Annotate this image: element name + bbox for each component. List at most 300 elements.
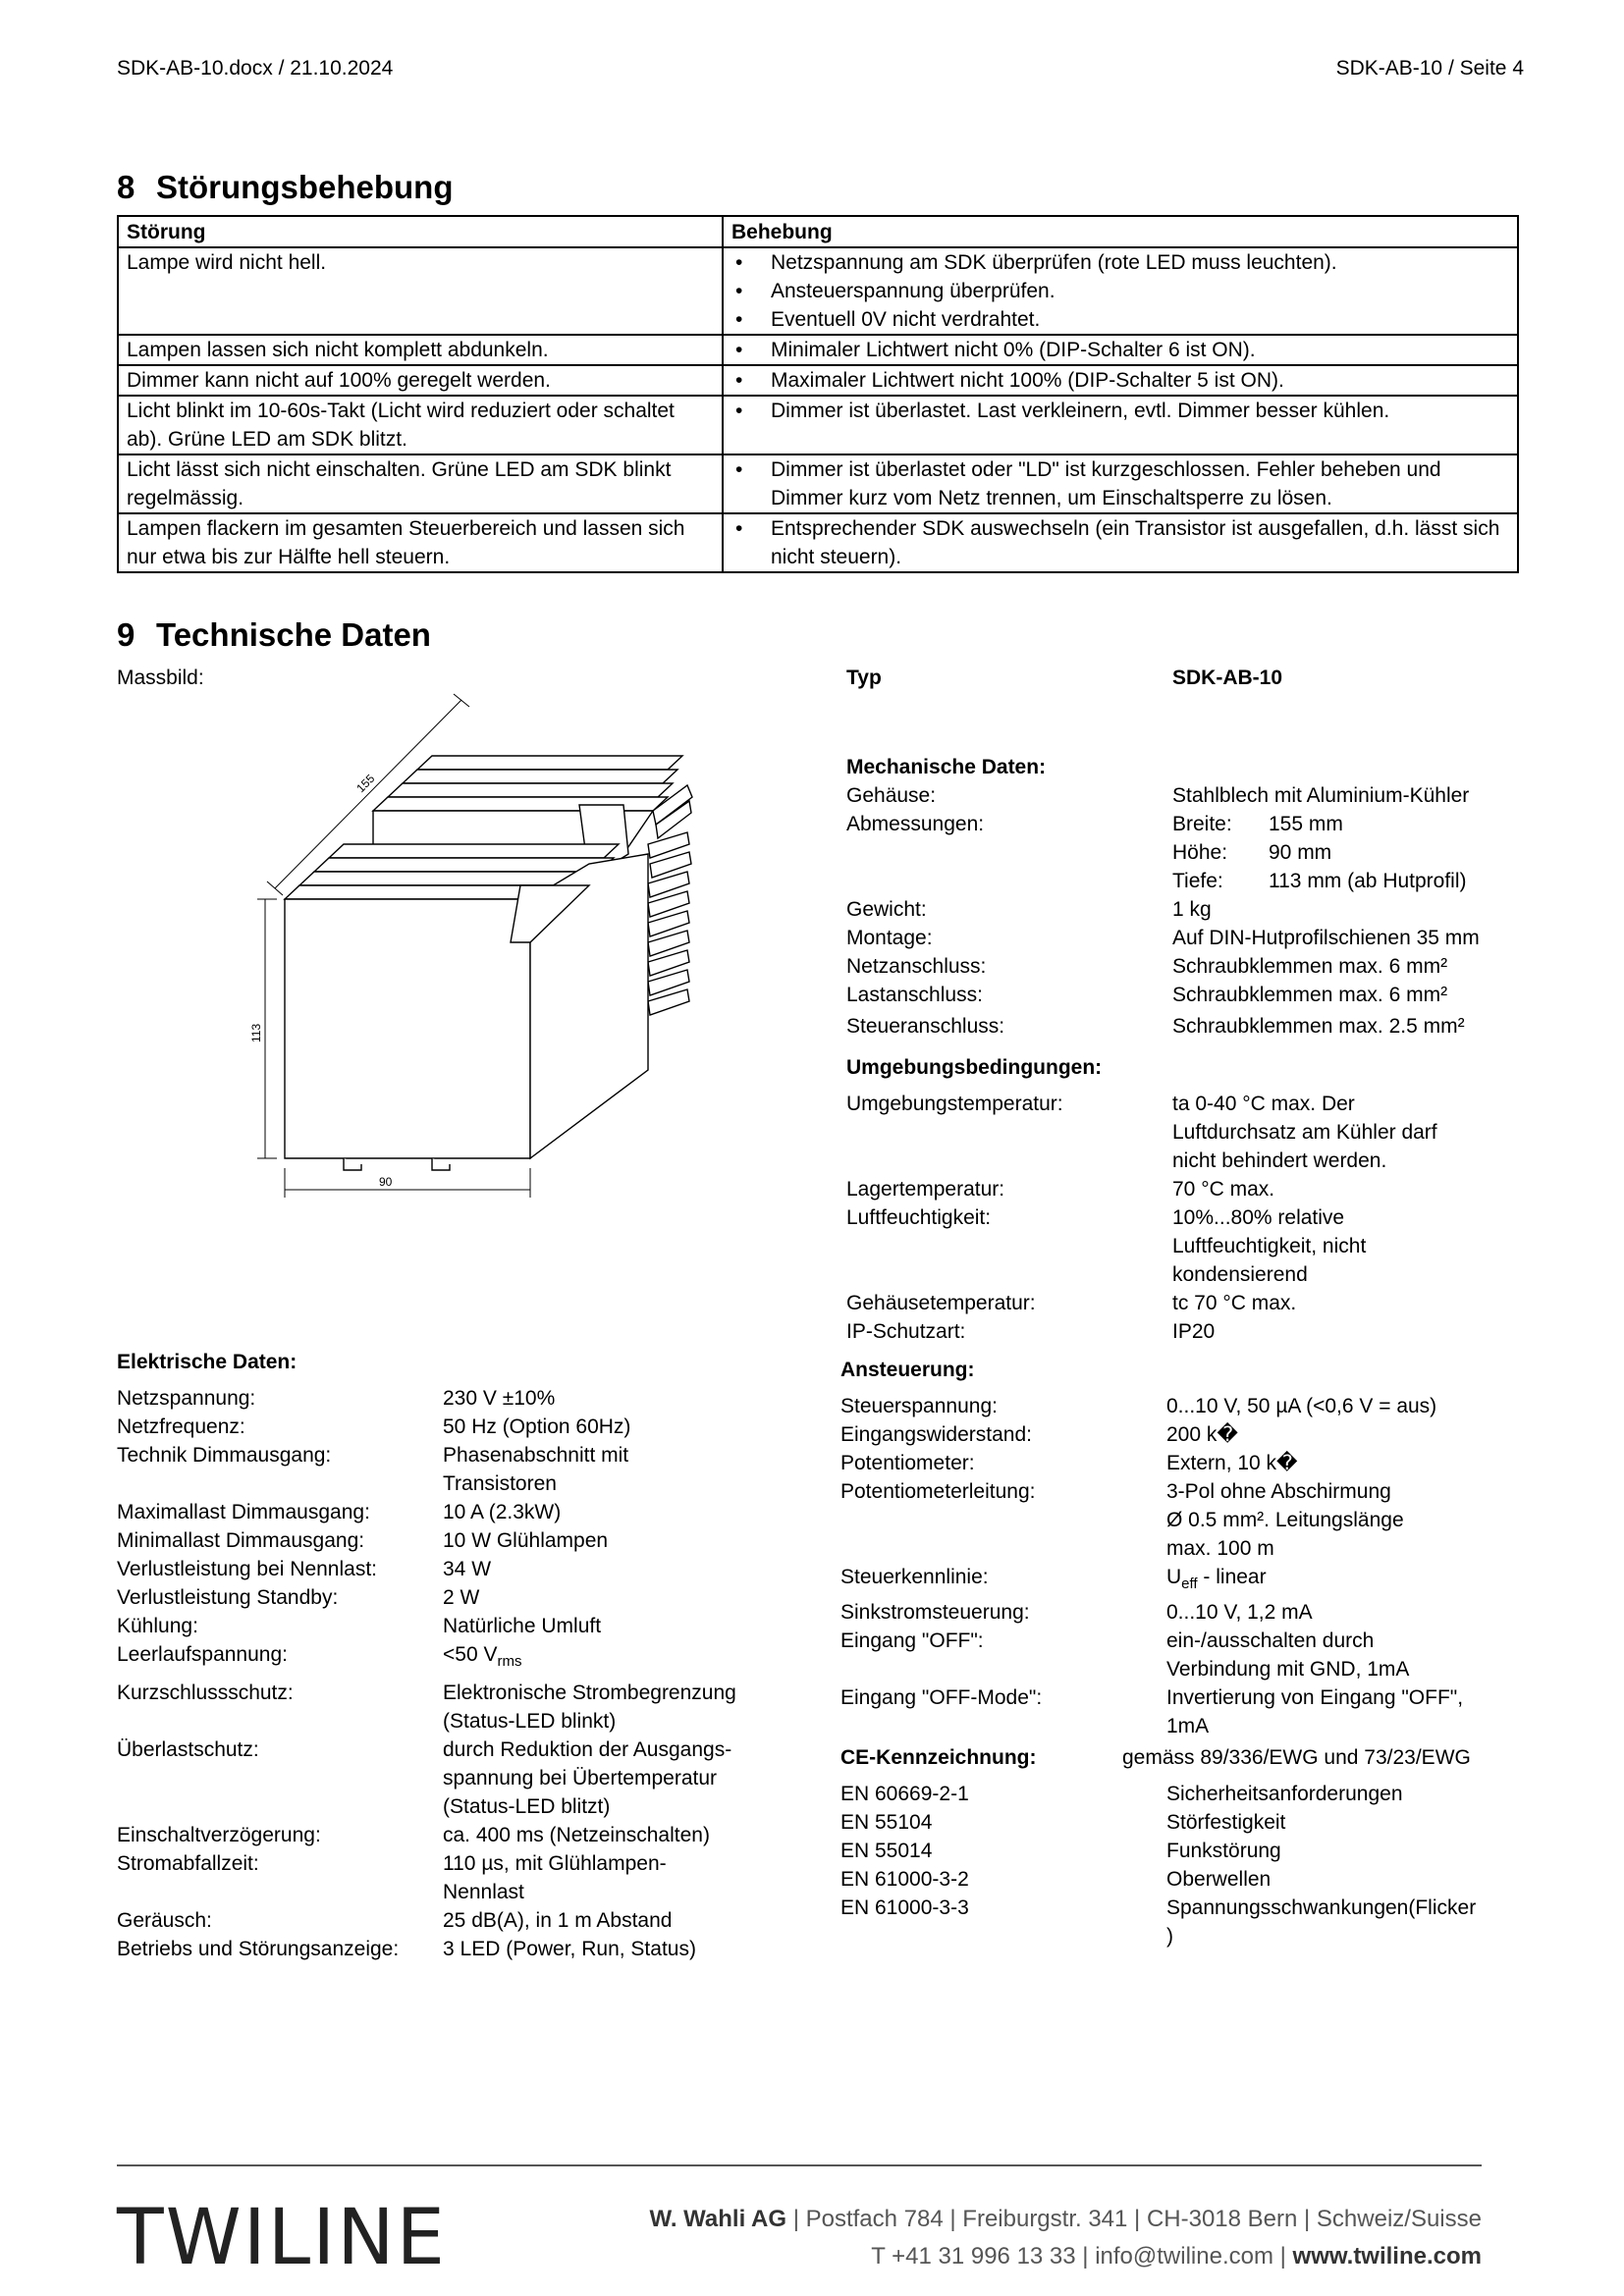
spec-key: Kurzschlussschutz: xyxy=(117,1682,294,1705)
value-text: Ø 0.5 mm². Leitungslänge xyxy=(1166,1509,1404,1531)
spec-row xyxy=(846,1203,1514,1289)
value-text: Auf DIN-Hutprofilschienen 35 mm xyxy=(1172,927,1480,949)
spec-row xyxy=(840,1420,1528,1449)
spec-value-line xyxy=(1166,1922,1528,1950)
spec-key: Gehäusetemperatur: xyxy=(846,1292,1036,1314)
spec-value xyxy=(1172,1012,1534,1041)
fix-item: • Dimmer ist überlastet. Last verkleinern, evtl. Dimmer besser kühlen. xyxy=(731,397,1509,425)
value-text: Elektronische Strombegrenzung xyxy=(443,1682,736,1705)
value-text: 50 Hz (Option 60Hz) xyxy=(443,1415,631,1438)
fix-list xyxy=(731,248,1509,334)
ce-value: gemäss 89/336/EWG und 73/23/EWG xyxy=(1122,1746,1471,1769)
value-text: Schraubklemmen max. 6 mm² xyxy=(1172,984,1448,1006)
spec-value xyxy=(1269,867,1516,895)
section-number: 8 xyxy=(117,169,135,205)
spec-row xyxy=(117,1935,804,1963)
spec-value-line xyxy=(1269,810,1516,838)
spec-value xyxy=(443,1413,804,1441)
fix-item: • Eventuell 0V nicht verdrahtet. xyxy=(731,305,1509,334)
spec-value xyxy=(443,1640,804,1676)
troubleshooting-table xyxy=(117,215,1519,573)
spec-row xyxy=(840,1837,1528,1865)
spec-value-line xyxy=(443,1764,804,1792)
value-text: 2 W xyxy=(443,1586,480,1609)
value-text: 110 µs, mit Glühlampen- xyxy=(443,1852,667,1876)
spec-value xyxy=(443,1526,804,1555)
table-row xyxy=(118,335,1518,365)
fix-cell xyxy=(723,454,1518,513)
spec-row xyxy=(117,1583,804,1612)
spec-value-line xyxy=(443,1640,804,1676)
value-text: 34 W xyxy=(443,1558,492,1580)
value-text: 70 °C max. xyxy=(1172,1178,1275,1201)
section-8-heading xyxy=(117,168,453,207)
spec-row xyxy=(840,1627,1528,1683)
value-text: 155 mm xyxy=(1269,813,1343,835)
spec-row xyxy=(846,1317,1514,1346)
spec-value xyxy=(1166,1563,1528,1598)
ce-list xyxy=(840,1780,1528,1950)
spec-value-line xyxy=(443,1612,804,1640)
ctrl-list xyxy=(840,1392,1528,1740)
spec-value-line xyxy=(443,1413,804,1441)
spec-value-line xyxy=(1172,1118,1514,1147)
ce-heading: CE-Kennzeichnung: xyxy=(840,1746,1037,1769)
spec-value-line xyxy=(443,1526,804,1555)
spec-key: Netzspannung: xyxy=(117,1387,256,1410)
spec-value-line xyxy=(1166,1655,1528,1683)
spec-value xyxy=(1269,810,1516,838)
value-text: (Status-LED blinkt) xyxy=(443,1710,617,1734)
spec-value-line xyxy=(443,1384,804,1413)
spec-value-line xyxy=(1166,1420,1528,1449)
fix-item: • Entsprechender SDK auswechseln (ein Transistor ist ausgefallen, d.h. lässt sich nicht steuern). xyxy=(731,514,1509,571)
spec-row xyxy=(840,1449,1528,1477)
value-text: 10 W Glühlampen xyxy=(443,1529,609,1552)
value-text: Verbindung mit GND, 1mA xyxy=(1166,1658,1410,1682)
contact-text: T +41 31 996 13 33 | info@twiline.com | xyxy=(871,2243,1293,2269)
massbild-label: Massbild: xyxy=(117,667,204,689)
value-text: Luftfeuchtigkeit, nicht xyxy=(1172,1235,1367,1257)
value-text: Extern, 10 k� xyxy=(1166,1452,1298,1474)
spec-row xyxy=(117,1679,804,1735)
table-row xyxy=(118,396,1518,454)
value-text: Natürliche Umluft xyxy=(443,1615,602,1637)
spec-value xyxy=(443,1612,804,1640)
spec-value xyxy=(1166,1780,1528,1808)
spec-row xyxy=(840,1894,1528,1950)
value-text: IP20 xyxy=(1172,1320,1216,1343)
fault-cell: Dimmer kann nicht auf 100% geregelt werden. xyxy=(118,365,723,396)
fix-cell xyxy=(723,247,1518,335)
value-text: Invertierung von Eingang "OFF", xyxy=(1166,1686,1464,1710)
fix-cell xyxy=(723,365,1518,396)
spec-value-line xyxy=(443,1878,804,1906)
fault-cell: Lampen lassen sich nicht komplett abdunkeln. xyxy=(118,335,723,365)
spec-row xyxy=(840,1477,1528,1563)
spec-row xyxy=(117,1526,804,1555)
doc-header-right: SDK-AB-10 / Seite 4 xyxy=(1335,57,1524,80)
company-name: W. Wahli AG xyxy=(649,2206,787,2232)
value-subscript: rms xyxy=(497,1653,522,1671)
spec-row xyxy=(846,1175,1514,1203)
website-link[interactable]: www.twiline.com xyxy=(1292,2243,1482,2269)
spec-key: Potentiometerleitung: xyxy=(840,1480,1036,1503)
value-text: ca. 400 ms (Netzeinschalten) xyxy=(443,1824,710,1847)
mech-heading: Mechanische Daten: xyxy=(846,756,1047,778)
value-text: 0...10 V, 1,2 mA xyxy=(1166,1601,1313,1625)
spec-value-line xyxy=(443,1583,804,1612)
spec-value xyxy=(443,1498,804,1526)
spec-row xyxy=(840,1563,1528,1598)
spec-value-line xyxy=(1172,1317,1514,1346)
fault-cell: Lampe wird nicht hell. xyxy=(118,247,723,335)
spec-row xyxy=(117,1441,804,1498)
elec-list xyxy=(117,1384,804,1963)
spec-value-line xyxy=(1166,1449,1528,1477)
spec-key: EN 55104 xyxy=(840,1811,933,1834)
dim-height: 113 xyxy=(249,1023,263,1042)
fix-item: • Maximaler Lichtwert nicht 100% (DIP-Schalter 5 ist ON). xyxy=(731,366,1509,395)
spec-key: Überlastschutz: xyxy=(117,1738,259,1762)
spec-value xyxy=(1166,1865,1528,1894)
gehaeuse-value: Stahlblech mit Aluminium-Kühler xyxy=(1172,784,1470,807)
fix-item: • Dimmer ist überlastet oder "LD" ist kurzgeschlossen. Fehler beheben und Dimmer kurz vom Netz trennen, um Einschaltsperre zu lösen. xyxy=(731,455,1509,512)
spec-key: Lastanschluss: xyxy=(846,984,983,1006)
spec-value-line xyxy=(1166,1392,1528,1420)
spec-value-line xyxy=(1172,1203,1514,1232)
spec-value xyxy=(1166,1477,1528,1563)
section-title: Technische Daten xyxy=(156,616,431,653)
spec-value-line xyxy=(1166,1683,1528,1712)
address-text: | Postfach 784 | Freiburgstr. 341 | CH-3018 Bern | Schweiz/Suisse xyxy=(786,2206,1482,2232)
footer-rule xyxy=(117,2164,1482,2166)
spec-key: Verlustleistung bei Nennlast: xyxy=(117,1558,377,1580)
spec-value xyxy=(1172,1175,1514,1203)
ctrl-heading: Ansteuerung: xyxy=(840,1359,975,1381)
spec-value xyxy=(1172,1317,1514,1346)
spec-value xyxy=(1172,924,1534,952)
fix-cell xyxy=(723,513,1518,572)
spec-value-line xyxy=(443,1792,804,1821)
fault-cell: Licht blinkt im 10-60s-Takt (Licht wird reduziert oder schaltet ab). Grüne LED am SDK blitzt. xyxy=(118,396,723,454)
spec-row xyxy=(846,952,1534,981)
value-text: 3 LED (Power, Run, Status) xyxy=(443,1938,696,1961)
spec-value-line xyxy=(443,1707,804,1735)
spec-row xyxy=(117,1735,804,1821)
spec-value-line xyxy=(1166,1865,1528,1894)
spec-row xyxy=(846,981,1534,1009)
spec-value xyxy=(1166,1449,1528,1477)
table-row xyxy=(118,454,1518,513)
spec-row xyxy=(117,1384,804,1413)
spec-value xyxy=(443,1906,804,1935)
spec-value-line xyxy=(1172,1232,1514,1260)
fault-cell: Licht lässt sich nicht einschalten. Grüne LED am SDK blinkt regelmässig. xyxy=(118,454,723,513)
spec-value-line xyxy=(1172,1012,1534,1041)
value-text: ta 0-40 °C max. Der xyxy=(1172,1093,1355,1115)
value-text: Schraubklemmen max. 2.5 mm² xyxy=(1172,1015,1465,1038)
fix-list xyxy=(731,455,1509,512)
spec-key: Sinkstromsteuerung: xyxy=(840,1601,1030,1625)
typ-label: Typ xyxy=(846,667,882,689)
spec-key: Einschaltverzögerung: xyxy=(117,1824,321,1847)
spec-value xyxy=(443,1735,804,1821)
spec-row xyxy=(840,1808,1528,1837)
spec-row xyxy=(1172,867,1516,895)
spec-value xyxy=(443,1583,804,1612)
spec-key: Eingangswiderstand: xyxy=(840,1423,1032,1446)
spec-key: Minimallast Dimmausgang: xyxy=(117,1529,365,1552)
spec-key: EN 55014 xyxy=(840,1840,933,1862)
spec-value xyxy=(443,1935,804,1963)
spec-row xyxy=(117,1413,804,1441)
value-text: Schraubklemmen max. 6 mm² xyxy=(1172,955,1448,978)
spec-value xyxy=(1172,1203,1514,1289)
env-heading: Umgebungsbedingungen: xyxy=(846,1056,1103,1079)
spec-key: Montage: xyxy=(846,927,933,949)
spec-key: Höhe: xyxy=(1172,841,1228,864)
spec-value xyxy=(1166,1420,1528,1449)
spec-value xyxy=(443,1849,804,1906)
spec-value-line xyxy=(1166,1712,1528,1740)
spec-row xyxy=(840,1598,1528,1627)
spec-value-line xyxy=(1269,838,1516,867)
spec-value-line xyxy=(443,1906,804,1935)
section-number: 9 xyxy=(117,616,135,653)
spec-value-line xyxy=(1166,1563,1528,1598)
spec-row xyxy=(1172,810,1516,838)
value-text: Luftdurchsatz am Kühler darf xyxy=(1172,1121,1437,1144)
value-text: Sicherheitsanforderungen xyxy=(1166,1783,1403,1805)
spec-value xyxy=(1166,1683,1528,1740)
value-text: Störfestigkeit xyxy=(1166,1811,1286,1834)
footer-address xyxy=(650,2203,1483,2236)
doc-header-left: SDK-AB-10.docx / 21.10.2024 xyxy=(117,57,394,80)
spec-key: Steuerspannung: xyxy=(840,1395,998,1417)
spec-key: Netzfrequenz: xyxy=(117,1415,245,1438)
spec-value xyxy=(443,1821,804,1849)
spec-value xyxy=(1172,981,1534,1009)
spec-row xyxy=(846,895,1534,924)
value-text: kondensierend xyxy=(1172,1263,1308,1286)
value-text: 113 mm (ab Hutprofil) xyxy=(1269,870,1467,892)
spec-row xyxy=(846,1012,1534,1041)
spec-value-line xyxy=(443,1735,804,1764)
value-text: nicht behindert werden. xyxy=(1172,1149,1387,1172)
value-text: ein-/ausschalten durch xyxy=(1166,1629,1375,1653)
column-header-fix: Behebung xyxy=(723,216,1518,247)
spec-value xyxy=(1172,1289,1514,1317)
value-text: <50 V xyxy=(443,1643,498,1666)
value-text: Spannungsschwankungen(Flicker xyxy=(1166,1896,1477,1919)
fix-cell xyxy=(723,335,1518,365)
spec-key: Gewicht: xyxy=(846,898,927,921)
dim-width: 90 xyxy=(379,1175,393,1189)
value-text: 1 kg xyxy=(1172,898,1212,921)
fix-cell xyxy=(723,396,1518,454)
footer-contact xyxy=(871,2240,1482,2273)
value-text: max. 100 m xyxy=(1166,1537,1274,1560)
spec-value-line xyxy=(1172,924,1534,952)
spec-value-line xyxy=(443,1821,804,1849)
fix-list xyxy=(731,336,1509,364)
spec-value xyxy=(1166,1627,1528,1683)
spec-row xyxy=(117,1640,804,1676)
spec-value-line xyxy=(443,1555,804,1583)
value-subscript: eff xyxy=(1181,1575,1198,1593)
spec-row xyxy=(840,1392,1528,1420)
value-text: Oberwellen xyxy=(1166,1868,1272,1891)
fix-item: • Minimaler Lichtwert nicht 0% (DIP-Schalter 6 ist ON). xyxy=(731,336,1509,364)
spec-row xyxy=(117,1555,804,1583)
table-row xyxy=(118,513,1518,572)
value-text: 10 A (2.3kW) xyxy=(443,1501,562,1523)
spec-row xyxy=(840,1683,1528,1740)
spec-value xyxy=(1172,1090,1514,1175)
mech-list xyxy=(846,895,1534,1041)
fix-list xyxy=(731,397,1509,425)
spec-key: Leerlaufspannung: xyxy=(117,1643,288,1666)
spec-value xyxy=(1172,895,1534,924)
spec-value-line xyxy=(1166,1506,1528,1534)
fix-list xyxy=(731,514,1509,571)
spec-value-line xyxy=(1172,1090,1514,1118)
spec-value-line xyxy=(1172,1260,1514,1289)
table-row xyxy=(118,365,1518,396)
gehaeuse-key: Gehäuse: xyxy=(846,784,937,807)
spec-value-line xyxy=(1172,952,1534,981)
value-text: 0...10 V, 50 µA (<0,6 V = aus) xyxy=(1166,1395,1437,1417)
spec-value xyxy=(1172,952,1534,981)
spec-value-line xyxy=(1166,1894,1528,1922)
spec-value xyxy=(443,1384,804,1413)
twiline-logo: TWILINE xyxy=(117,2194,447,2282)
table-row xyxy=(118,247,1518,335)
spec-key: Potentiometer: xyxy=(840,1452,975,1474)
fix-item: • Ansteuerspannung überprüfen. xyxy=(731,277,1509,305)
spec-value-line xyxy=(1172,1175,1514,1203)
spec-value-line xyxy=(1166,1534,1528,1563)
spec-row xyxy=(1172,838,1516,867)
spec-row xyxy=(846,1289,1514,1317)
spec-value xyxy=(1166,1392,1528,1420)
spec-key: Umgebungstemperatur: xyxy=(846,1093,1063,1115)
value-text: tc 70 °C max. xyxy=(1172,1292,1297,1314)
spec-value-line xyxy=(443,1441,804,1469)
spec-key: IP-Schutzart: xyxy=(846,1320,966,1343)
fix-item: • Netzspannung am SDK überprüfen (rote LED muss leuchten). xyxy=(731,248,1509,277)
spec-value-line xyxy=(1172,1289,1514,1317)
spec-value-line xyxy=(443,1849,804,1878)
spec-value-line xyxy=(443,1469,804,1498)
spec-key: Eingang "OFF": xyxy=(840,1629,984,1653)
spec-value-line xyxy=(1166,1598,1528,1627)
value-text: 1mA xyxy=(1166,1715,1210,1738)
spec-value-line xyxy=(1172,1147,1514,1175)
value-text: U xyxy=(1166,1566,1182,1588)
abmessungen-list xyxy=(1172,810,1516,895)
spec-value xyxy=(443,1441,804,1498)
spec-row xyxy=(117,1498,804,1526)
spec-row xyxy=(846,924,1534,952)
spec-key: Tiefe: xyxy=(1172,870,1223,892)
spec-key: Verlustleistung Standby: xyxy=(117,1586,339,1609)
dimension-drawing xyxy=(236,687,707,1217)
fault-cell: Lampen flackern im gesamten Steuerbereich und lassen sich nur etwa bis zur Hälfte hell steuern. xyxy=(118,513,723,572)
section-title: Störungsbehebung xyxy=(156,169,454,205)
value-text: 90 mm xyxy=(1269,841,1332,864)
spec-key: Maximallast Dimmausgang: xyxy=(117,1501,370,1523)
spec-key: Eingang "OFF-Mode": xyxy=(840,1686,1043,1710)
spec-value-line xyxy=(443,1679,804,1707)
spec-value xyxy=(443,1679,804,1735)
spec-key: Netzanschluss: xyxy=(846,955,987,978)
spec-key: Steuerkennlinie: xyxy=(840,1566,989,1588)
spec-value-line xyxy=(1166,1780,1528,1808)
value-tail: - linear xyxy=(1197,1566,1267,1588)
spec-row xyxy=(846,1090,1514,1175)
spec-value-line xyxy=(1172,981,1534,1009)
spec-row xyxy=(840,1780,1528,1808)
spec-key: EN 60669-2-1 xyxy=(840,1783,969,1805)
spec-value xyxy=(1166,1808,1528,1837)
elec-heading: Elektrische Daten: xyxy=(117,1351,298,1373)
spec-key: Breite: xyxy=(1172,813,1232,835)
typ-value: SDK-AB-10 xyxy=(1172,667,1283,689)
spec-value xyxy=(1166,1837,1528,1865)
value-text: durch Reduktion der Ausgangs- xyxy=(443,1738,732,1762)
spec-value-line xyxy=(443,1498,804,1526)
value-text: Phasenabschnitt mit xyxy=(443,1444,629,1467)
abmessungen-key: Abmessungen: xyxy=(846,813,985,835)
spec-key: EN 61000-3-2 xyxy=(840,1868,969,1891)
spec-key: Technik Dimmausgang: xyxy=(117,1444,332,1467)
spec-value xyxy=(1166,1598,1528,1627)
spec-value-line xyxy=(1172,895,1534,924)
spec-key: Stromabfallzeit: xyxy=(117,1852,259,1876)
spec-value-line xyxy=(1166,1477,1528,1506)
spec-row xyxy=(117,1612,804,1640)
value-text: 10%...80% relative xyxy=(1172,1206,1345,1229)
table-header-row xyxy=(118,216,1518,247)
spec-value-line xyxy=(1269,867,1516,895)
spec-key: Lagertemperatur: xyxy=(846,1178,1005,1201)
section-9-heading xyxy=(117,615,431,655)
column-header-fault: Störung xyxy=(118,216,723,247)
spec-row xyxy=(117,1821,804,1849)
value-text: spannung bei Übertemperatur xyxy=(443,1767,718,1790)
value-text: ) xyxy=(1166,1925,1173,1948)
spec-row xyxy=(117,1849,804,1906)
value-text: 25 dB(A), in 1 m Abstand xyxy=(443,1909,673,1933)
spec-key: Steueranschluss: xyxy=(846,1015,1005,1038)
spec-value xyxy=(443,1555,804,1583)
fix-list xyxy=(731,366,1509,395)
spec-value-line xyxy=(443,1935,804,1963)
value-text: 3-Pol ohne Abschirmung xyxy=(1166,1480,1391,1503)
spec-row xyxy=(840,1865,1528,1894)
value-text: 200 k� xyxy=(1166,1423,1238,1446)
env-list xyxy=(846,1090,1514,1346)
spec-value xyxy=(1269,838,1516,867)
spec-key: Betriebs und Störungsanzeige: xyxy=(117,1938,400,1961)
spec-value-line xyxy=(1166,1808,1528,1837)
spec-value xyxy=(1166,1894,1528,1950)
spec-value-line xyxy=(1166,1837,1528,1865)
spec-key: Luftfeuchtigkeit: xyxy=(846,1206,992,1229)
value-text: (Status-LED blitzt) xyxy=(443,1795,611,1819)
